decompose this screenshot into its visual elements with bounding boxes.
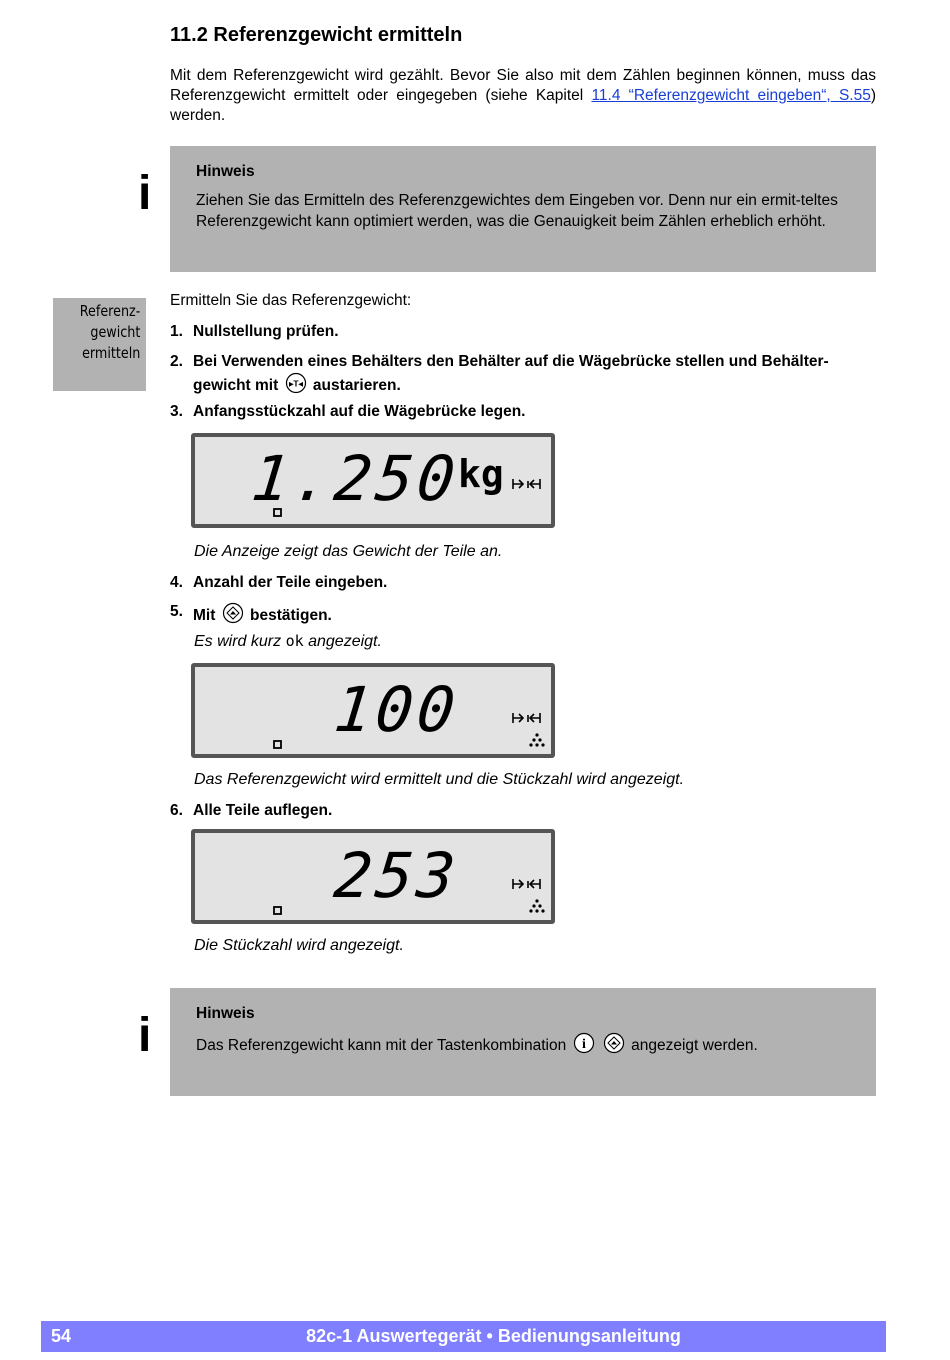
step-text-before: Mit <box>193 607 216 625</box>
caption: Die Anzeige zeigt das Gewicht der Teile an. <box>194 543 503 560</box>
scale-display <box>191 433 555 528</box>
caption: Die Stückzahl wird angezeigt. <box>194 937 404 954</box>
step-text <box>193 352 877 400</box>
info-icon: i <box>138 167 152 220</box>
note-text-after: angezeigt werden. <box>631 1037 758 1055</box>
step-text-after: bestätigen. <box>250 607 332 625</box>
svg-text:▸T◂: ▸T◂ <box>288 378 303 389</box>
step-2 <box>170 352 880 395</box>
display-value: 1.250 <box>248 442 463 515</box>
scale-display <box>191 829 555 924</box>
chapter-link[interactable]: 11.4 “Referenzgewicht eingeben“, S.55 <box>591 87 871 104</box>
zero-indicator-icon <box>274 907 281 914</box>
step-number: 1. <box>170 323 183 340</box>
caption-text: Es wird kurz <box>194 633 282 650</box>
scale-display <box>191 663 555 758</box>
step-text: Nullstellung prüfen. <box>193 323 339 340</box>
display-3-graphic <box>195 833 551 920</box>
step-text: Alle Teile auflegen. <box>193 802 333 819</box>
display-unit: kg <box>458 452 504 496</box>
pieces-icon <box>529 733 544 746</box>
intro-paragraph <box>170 66 876 126</box>
zero-center-icon <box>513 713 540 723</box>
caption <box>194 632 382 651</box>
margin-label-box <box>53 298 146 391</box>
display-value: 253 <box>330 839 463 912</box>
step-number: 5. <box>170 603 183 620</box>
step-text: Anfangsstückzahl auf die Wägebrücke legen. <box>193 403 526 420</box>
display-2-graphic <box>195 667 551 754</box>
display-value: 100 <box>330 673 463 746</box>
note-box <box>170 146 876 272</box>
note-text-before: Das Referenzgewicht kann mit der Tastenkombination <box>196 1037 567 1055</box>
step-4 <box>170 573 880 593</box>
info-key-icon <box>573 1032 595 1060</box>
display-1-graphic <box>195 437 551 524</box>
note-box <box>170 988 876 1096</box>
margin-label: Referenz- gewicht ermitteln <box>79 302 140 362</box>
reference-key-icon <box>222 602 244 630</box>
note-text <box>196 1032 858 1060</box>
zero-indicator-icon <box>274 741 281 748</box>
intro-text-end: ) werden. <box>170 87 876 124</box>
step-6 <box>170 801 880 821</box>
section-heading: 11.2 Referenzgewicht ermitteln <box>170 24 463 46</box>
pieces-icon <box>529 899 544 912</box>
step-3 <box>170 402 880 422</box>
zero-center-icon <box>513 879 540 889</box>
caption-text-end: angezeigt. <box>308 633 382 650</box>
step-5 <box>170 602 880 624</box>
reference-key-icon <box>603 1032 625 1060</box>
steps-lead: Ermitteln Sie das Referenzgewicht: <box>170 292 412 309</box>
step-text: Anzahl der Teile eingeben. <box>193 574 388 591</box>
step-number: 4. <box>170 574 183 591</box>
note-text: Ziehen Sie das Ermitteln des Referenzgewichtes dem Eingeben vor. Denn nur ein ermit-teltes Referenzgewicht kann optimiert werden, was die Genauigkeit beim Zählen erheblich erhöht. <box>196 192 838 230</box>
step-text-after: austarieren. <box>312 377 401 395</box>
step-1 <box>170 322 880 342</box>
document-title: 82c-1 Auswertegerät • Bedienungsanleitung <box>306 1326 681 1346</box>
step-number: 3. <box>170 403 183 420</box>
tare-key-icon <box>285 372 307 400</box>
page-footer <box>41 1321 886 1352</box>
svg-text:i: i <box>581 1037 586 1052</box>
note-title: Hinweis <box>196 1005 255 1022</box>
caption: Das Referenzgewicht wird ermittelt und die Stückzahl wird angezeigt. <box>194 771 685 788</box>
lcd-ok-text: ok <box>285 632 304 650</box>
step-text-before: Bei Verwenden eines Behälters den Behälter auf die Wägebrücke stellen und Behälter-gewicht mit <box>193 353 829 395</box>
step-number: 2. <box>170 353 183 370</box>
step-number: 6. <box>170 802 183 819</box>
page-number: 54 <box>51 1326 72 1346</box>
info-icon: i <box>138 1009 152 1062</box>
zero-center-icon <box>513 479 540 489</box>
note-title: Hinweis <box>196 163 255 180</box>
step-text <box>193 602 877 630</box>
intro-text: Mit dem Referenzgewicht wird gezählt. Bevor Sie also mit dem Zählen beginnen können, muss das Referenzgewicht ermittelt oder eingegeben (siehe Kapitel <box>170 67 876 104</box>
